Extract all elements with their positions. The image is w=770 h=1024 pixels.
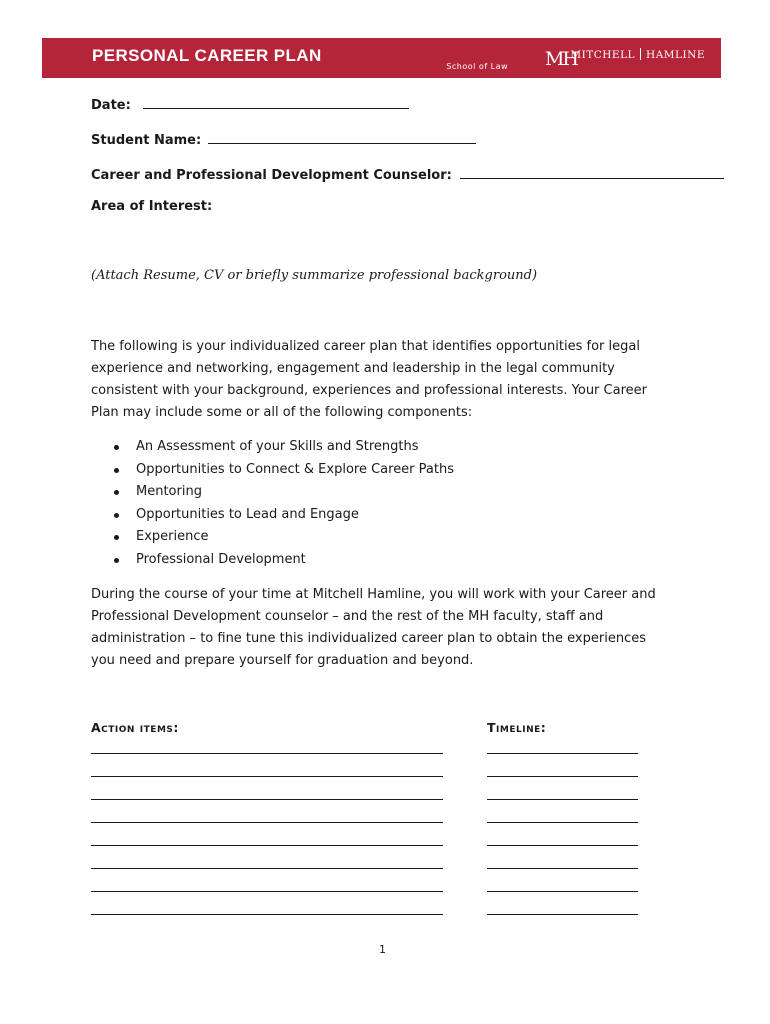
action-item-line[interactable] xyxy=(91,776,443,777)
logo-mark: MH xyxy=(544,48,577,70)
page-title: PERSONAL CAREER PLAN xyxy=(92,46,322,65)
timeline-line[interactable] xyxy=(487,753,638,754)
action-item-line[interactable] xyxy=(91,914,443,915)
timeline-line[interactable] xyxy=(487,914,638,915)
list-item: Professional Development xyxy=(112,549,454,572)
action-item-line[interactable] xyxy=(91,799,443,800)
date-label: Date: xyxy=(91,98,131,113)
list-item: Mentoring xyxy=(112,481,454,504)
list-item: An Assessment of your Skills and Strengths xyxy=(112,436,454,459)
action-items-heading: Action items: xyxy=(91,720,179,735)
action-item-line[interactable] xyxy=(91,845,443,846)
intro-paragraph: The following is your individualized career plan that identifies opportunities for legal experience and networking, engagement and leadership in the legal community consistent with your background, experiences and professional interests. Your Career Plan may include some or all of the following components: xyxy=(91,339,647,420)
timeline-line[interactable] xyxy=(487,776,638,777)
student-name-label: Student Name: xyxy=(91,133,202,148)
logo-separator xyxy=(640,48,641,60)
student-name-field xyxy=(91,129,476,148)
timeline-line[interactable] xyxy=(487,822,638,823)
action-item-line[interactable] xyxy=(91,822,443,823)
timeline-line[interactable] xyxy=(487,799,638,800)
student-name-line[interactable] xyxy=(208,129,476,144)
attach-note: (Attach Resume, CV or briefly summarize professional background) xyxy=(91,268,538,283)
action-item-line[interactable] xyxy=(91,891,443,892)
components-list xyxy=(112,436,454,572)
timeline-line[interactable] xyxy=(487,891,638,892)
date-field xyxy=(91,94,409,113)
list-item: Experience xyxy=(112,526,454,549)
area-of-interest-field xyxy=(91,199,212,214)
logo-name-right: HAMLINE xyxy=(646,49,705,61)
action-item-line[interactable] xyxy=(91,868,443,869)
action-item-line[interactable] xyxy=(91,753,443,754)
list-item: Opportunities to Lead and Engage xyxy=(112,504,454,527)
timeline-line[interactable] xyxy=(487,845,638,846)
area-of-interest-label: Area of Interest: xyxy=(91,199,213,214)
counselor-label: Career and Professional Development Counselor: xyxy=(91,168,452,183)
logo-subtitle: School of Law xyxy=(446,62,509,71)
date-line[interactable] xyxy=(143,94,409,109)
closing-paragraph: During the course of your time at Mitchell Hamline, you will work with your Career and Professional Development counselor – and the rest of the MH faculty, staff and administration – to fine tune this individualized career plan to obtain the experiences you need and prepare yourself for graduation and beyond. xyxy=(91,587,656,668)
timeline-heading: Timeline: xyxy=(487,720,547,735)
counselor-line[interactable] xyxy=(460,164,724,179)
logo-name-left: MITCHELL xyxy=(570,49,636,61)
page-number: 1 xyxy=(379,943,386,956)
header-banner xyxy=(42,38,721,78)
list-item: Opportunities to Connect & Explore Career Paths xyxy=(112,459,454,482)
counselor-field xyxy=(91,164,724,183)
timeline-line[interactable] xyxy=(487,868,638,869)
